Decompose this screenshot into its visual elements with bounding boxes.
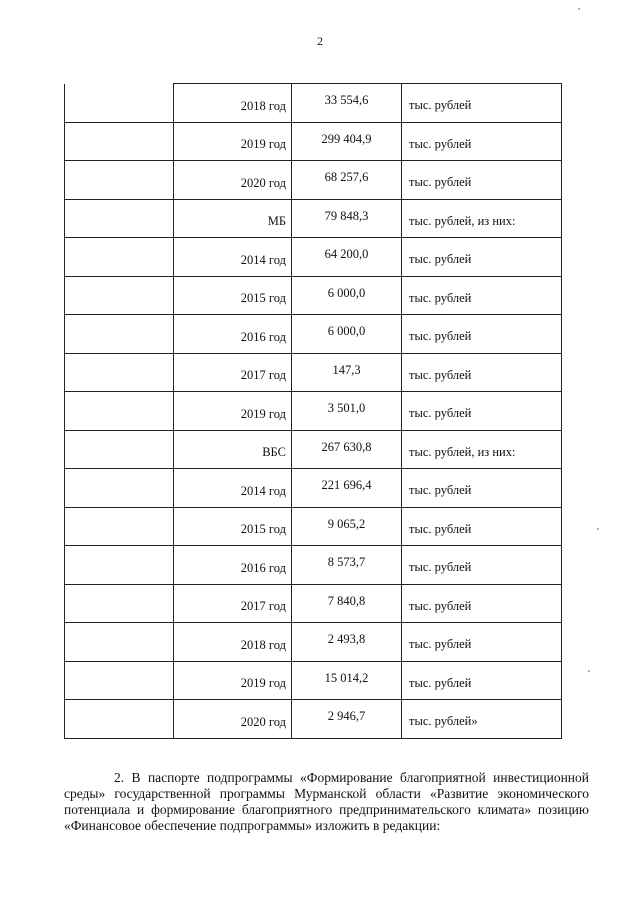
- row-unit-cell: тыс. рублей: [402, 469, 562, 508]
- row-label-cell: 2014 год: [174, 238, 292, 277]
- row-unit-cell: тыс. рублей: [402, 661, 562, 700]
- row-label-cell: 2016 год: [174, 546, 292, 585]
- row-amount-cell: 7 840,8: [292, 584, 402, 623]
- scan-speck: [597, 528, 599, 530]
- row-unit-cell: тыс. рублей: [402, 353, 562, 392]
- row-amount-cell: 6 000,0: [292, 315, 402, 354]
- scan-speck: [578, 8, 580, 10]
- row-label-cell: 2020 год: [174, 700, 292, 739]
- row-label-cell: 2018 год: [174, 623, 292, 662]
- row-spacer-cell: [65, 507, 174, 546]
- row-unit-cell: тыс. рублей: [402, 584, 562, 623]
- table-row: [65, 623, 562, 662]
- row-spacer-cell: [65, 122, 174, 161]
- row-amount-cell: 6 000,0: [292, 276, 402, 315]
- row-spacer-cell: [65, 469, 174, 508]
- table-row: [65, 430, 562, 469]
- row-label-cell: 2020 год: [174, 161, 292, 200]
- row-spacer-cell: [65, 276, 174, 315]
- row-label-cell: МБ: [174, 199, 292, 238]
- row-spacer-cell: [65, 84, 174, 123]
- row-unit-cell: тыс. рублей, из них:: [402, 430, 562, 469]
- row-unit-cell: тыс. рублей: [402, 84, 562, 123]
- row-unit-cell: тыс. рублей: [402, 122, 562, 161]
- row-unit-cell: тыс. рублей: [402, 276, 562, 315]
- row-amount-cell: 8 573,7: [292, 546, 402, 585]
- row-spacer-cell: [65, 623, 174, 662]
- row-label-cell: 2019 год: [174, 661, 292, 700]
- row-label-cell: 2018 год: [174, 84, 292, 123]
- row-label-cell: 2016 год: [174, 315, 292, 354]
- row-label-cell: 2015 год: [174, 507, 292, 546]
- row-amount-cell: 267 630,8: [292, 430, 402, 469]
- table-row: [65, 392, 562, 431]
- row-spacer-cell: [65, 315, 174, 354]
- table-row: [65, 353, 562, 392]
- row-spacer-cell: [65, 199, 174, 238]
- row-spacer-cell: [65, 353, 174, 392]
- body-paragraph: 2. В паспорте подпрограммы «Формирование благоприятной инвестиционной среды» государственной программы Мурманской области «Развитие экономического потенциала и формирование благоприятного предпринимательского климата» позицию «Финансовое обеспечение подпрограммы» изложить в редакции:: [64, 770, 589, 833]
- table-row: [65, 161, 562, 200]
- row-amount-cell: 147,3: [292, 353, 402, 392]
- page-number: 2: [317, 34, 323, 48]
- table-row: [65, 276, 562, 315]
- row-amount-cell: 15 014,2: [292, 661, 402, 700]
- row-spacer-cell: [65, 238, 174, 277]
- table-row: [65, 661, 562, 700]
- table-row: [65, 507, 562, 546]
- row-label-cell: 2017 год: [174, 584, 292, 623]
- row-amount-cell: 68 257,6: [292, 161, 402, 200]
- row-spacer-cell: [65, 161, 174, 200]
- table-row: [65, 199, 562, 238]
- row-label-cell: 2014 год: [174, 469, 292, 508]
- row-amount-cell: 2 946,7: [292, 700, 402, 739]
- table-row: [65, 84, 562, 123]
- row-label-cell: 2019 год: [174, 392, 292, 431]
- row-spacer-cell: [65, 700, 174, 739]
- row-spacer-cell: [65, 430, 174, 469]
- row-spacer-cell: [65, 546, 174, 585]
- table-row: [65, 469, 562, 508]
- row-unit-cell: тыс. рублей»: [402, 700, 562, 739]
- row-spacer-cell: [65, 584, 174, 623]
- row-unit-cell: тыс. рублей: [402, 507, 562, 546]
- row-label-cell: ВБС: [174, 430, 292, 469]
- row-unit-cell: тыс. рублей: [402, 161, 562, 200]
- row-amount-cell: 2 493,8: [292, 623, 402, 662]
- row-unit-cell: тыс. рублей: [402, 238, 562, 277]
- table-row: [65, 700, 562, 739]
- row-amount-cell: 64 200,0: [292, 238, 402, 277]
- financing-table: [64, 83, 562, 739]
- row-unit-cell: тыс. рублей: [402, 546, 562, 585]
- row-unit-cell: тыс. рублей: [402, 315, 562, 354]
- row-label-cell: 2019 год: [174, 122, 292, 161]
- row-label-cell: 2015 год: [174, 276, 292, 315]
- row-spacer-cell: [65, 661, 174, 700]
- row-amount-cell: 3 501,0: [292, 392, 402, 431]
- row-spacer-cell: [65, 392, 174, 431]
- row-label-cell: 2017 год: [174, 353, 292, 392]
- row-unit-cell: тыс. рублей: [402, 623, 562, 662]
- scan-speck: [588, 670, 590, 672]
- row-amount-cell: 33 554,6: [292, 84, 402, 123]
- table-row: [65, 584, 562, 623]
- table-row: [65, 546, 562, 585]
- financing-table-body: [65, 84, 562, 739]
- row-amount-cell: 299 404,9: [292, 122, 402, 161]
- row-amount-cell: 9 065,2: [292, 507, 402, 546]
- row-amount-cell: 221 696,4: [292, 469, 402, 508]
- table-row: [65, 238, 562, 277]
- table-row: [65, 122, 562, 161]
- row-unit-cell: тыс. рублей, из них:: [402, 199, 562, 238]
- table-row: [65, 315, 562, 354]
- row-unit-cell: тыс. рублей: [402, 392, 562, 431]
- row-amount-cell: 79 848,3: [292, 199, 402, 238]
